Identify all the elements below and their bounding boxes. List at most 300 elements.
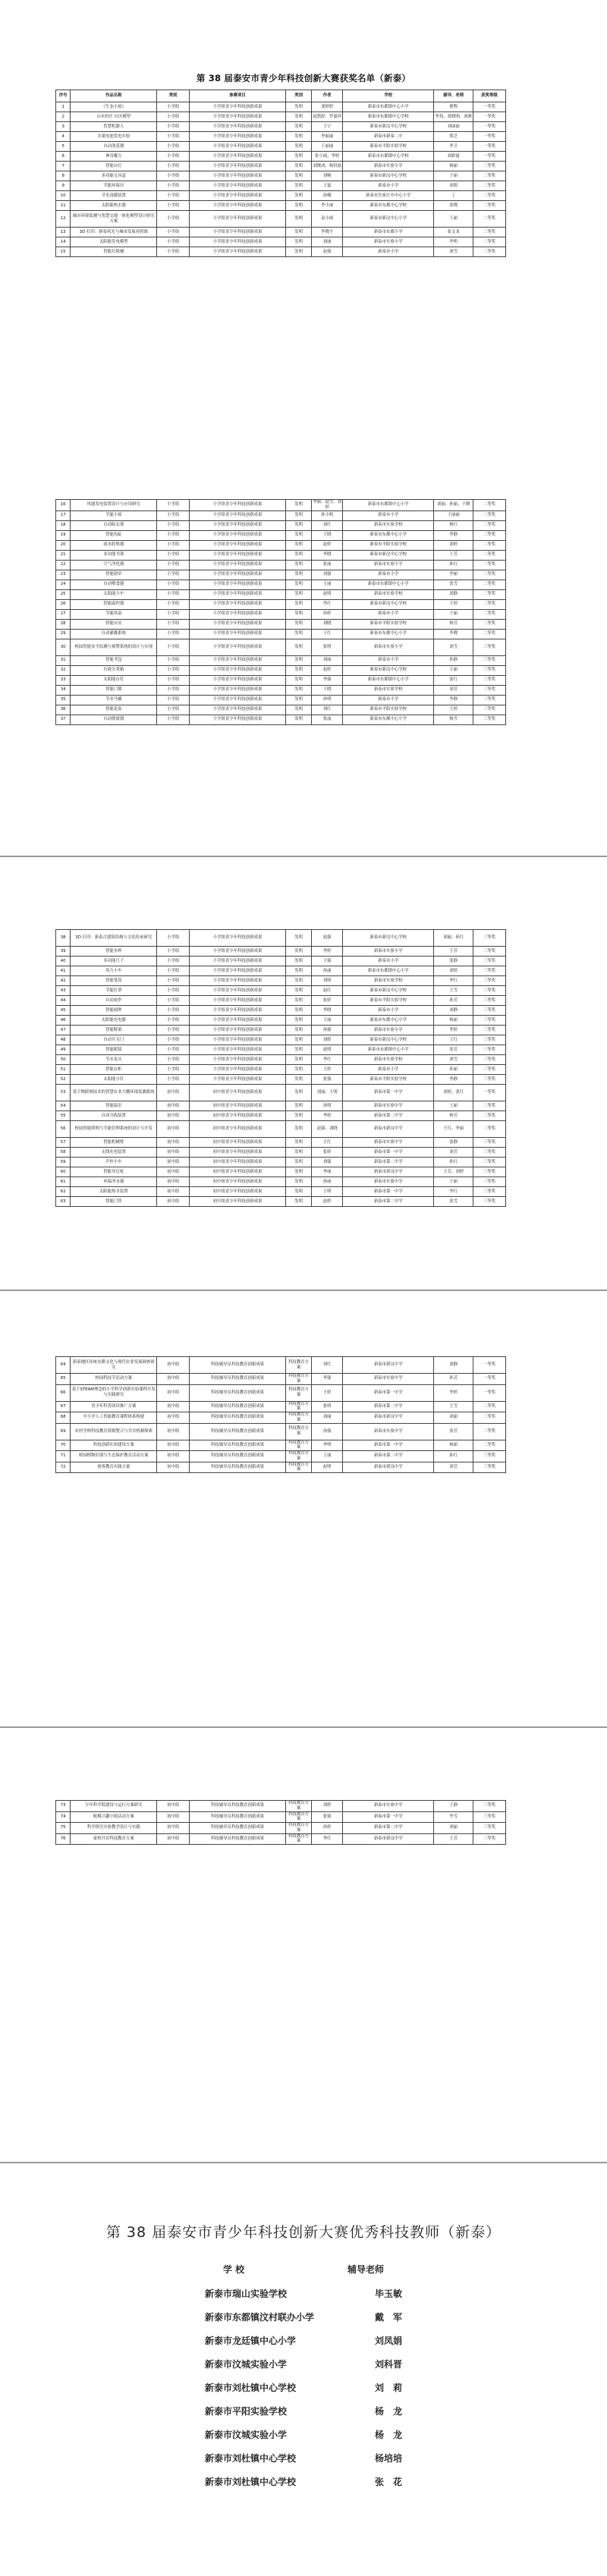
table-cell: 63 bbox=[56, 1197, 71, 1207]
table-cell: 刘丽、孙丽、于晓 bbox=[434, 500, 473, 511]
table-cell: 科技教育方案 bbox=[285, 1801, 311, 1812]
table-cell: 18 bbox=[56, 520, 71, 530]
table-cell: 小学组 bbox=[157, 237, 190, 247]
table-cell: 71 bbox=[56, 1451, 71, 1462]
table-cell: 小学组 bbox=[157, 957, 190, 966]
table-cell: 小学组青少年科技创新成果 bbox=[190, 171, 286, 181]
table-cell: 小学组青少年科技创新成果 bbox=[190, 1075, 286, 1085]
table-cell: 66 bbox=[56, 1384, 71, 1401]
table-cell: 42 bbox=[56, 976, 71, 986]
table-cell: 李强 bbox=[312, 675, 343, 685]
table-cell: 科技教育方案 bbox=[285, 1423, 311, 1440]
table-cell: 新泰市新汶中心学校 bbox=[343, 122, 434, 132]
table-row bbox=[56, 1357, 506, 1374]
table-cell: 小学组 bbox=[157, 530, 190, 540]
teacher-row bbox=[0, 2428, 607, 2452]
table-cell: 山水村庄 社区模型 bbox=[71, 112, 157, 122]
table-cell: 发明 bbox=[285, 629, 311, 639]
table-cell: 新泰市新泰二中 bbox=[343, 132, 434, 142]
table-cell: 小学组 bbox=[157, 589, 190, 599]
page-divider bbox=[0, 856, 607, 857]
table-cell: 发明 bbox=[285, 540, 311, 550]
table-row bbox=[56, 1148, 506, 1158]
table-cell: 38 bbox=[56, 930, 71, 947]
table-cell: 垃圾分类箱 bbox=[71, 665, 157, 675]
table-cell: 二等奖 bbox=[473, 619, 505, 629]
table-cell: 56 bbox=[56, 1121, 71, 1138]
table-cell: 41 bbox=[56, 966, 71, 976]
table-row bbox=[56, 1035, 506, 1045]
table-cell: 发明 bbox=[285, 957, 311, 966]
teacher-row bbox=[0, 2311, 607, 2334]
table-cell: 小学组 bbox=[157, 695, 190, 705]
table-cell: 张红 bbox=[434, 675, 473, 685]
table-cell: 初中组 bbox=[157, 1111, 190, 1121]
table-cell: 太阳能充电器 bbox=[71, 1016, 157, 1026]
table-cell: 三等奖 bbox=[473, 675, 505, 685]
table-cell: 37 bbox=[56, 715, 71, 724]
table-cell: 刘婷 bbox=[434, 540, 473, 550]
table-cell: 小学组青少年科技创新成果 bbox=[190, 132, 286, 142]
table-cell: 发明 bbox=[285, 1111, 311, 1121]
table-cell: 小学组青少年科技创新成果 bbox=[190, 142, 286, 152]
table-cell: 孙芳 bbox=[434, 996, 473, 1006]
table-cell: 智能台灯 bbox=[71, 162, 157, 171]
table-cell: 12 bbox=[56, 211, 71, 228]
table-cell: 智能导盲杖 bbox=[71, 1167, 157, 1177]
table-row bbox=[56, 1167, 506, 1177]
table-cell: 67 bbox=[56, 1401, 71, 1412]
table-cell: 太阳能热水装置 bbox=[71, 1187, 157, 1197]
table-cell: 发明 bbox=[285, 996, 311, 1006]
table-cell: 初中组 bbox=[157, 1138, 190, 1148]
table-cell: 新泰市小学 bbox=[343, 247, 434, 257]
table-cell: 发明 bbox=[285, 609, 311, 619]
table-cell: 家校共育科技教育方案 bbox=[71, 1833, 157, 1845]
table-cell: 刘明 bbox=[312, 976, 343, 986]
table-cell: 初中组青少年科技创新成果 bbox=[190, 1121, 286, 1138]
table-cell: 风能发电装置设计与应用研究 bbox=[71, 500, 157, 511]
table-cell: 新泰市新汶中心学校 bbox=[343, 599, 434, 609]
table-cell: 新泰市新汶中心学校 bbox=[343, 930, 434, 947]
table-cell: 二等奖 bbox=[473, 609, 505, 619]
table-cell: 三等奖 bbox=[473, 1148, 505, 1158]
table-cell: 三等奖 bbox=[473, 1045, 505, 1055]
table-cell: 64 bbox=[56, 1357, 71, 1374]
table-cell: 新泰市东都中心小学 bbox=[343, 629, 434, 639]
table-cell: 刘莉 bbox=[434, 181, 473, 191]
column-header: 获奖等级 bbox=[473, 90, 505, 102]
teacher-name: 张 花 bbox=[375, 2477, 403, 2487]
table-row bbox=[56, 1138, 506, 1148]
table-cell: 多功能文具盒 bbox=[71, 171, 157, 181]
table-cell: 三等奖 bbox=[473, 1811, 505, 1823]
table-cell: 一等奖 bbox=[473, 1085, 505, 1101]
table-cell: 19 bbox=[56, 530, 71, 540]
table-cell: 科技教育方案 bbox=[285, 1451, 311, 1462]
table-row bbox=[56, 191, 506, 201]
table-cell: 三等奖 bbox=[473, 685, 505, 695]
table-cell: 于丽 bbox=[434, 171, 473, 181]
table-cell: 新泰市第二中学 bbox=[343, 1158, 434, 1167]
award-table bbox=[55, 90, 506, 257]
table-cell: 新泰市东都中心学校 bbox=[343, 201, 434, 211]
table-cell: 孙芳 bbox=[434, 1374, 473, 1385]
table-row bbox=[56, 201, 506, 211]
table-cell: 小学组青少年科技创新成果 bbox=[190, 947, 286, 957]
table-cell: 新泰市东都镇中心小学 bbox=[343, 675, 434, 685]
table-row bbox=[56, 976, 506, 986]
table-cell: 李红 bbox=[434, 1187, 473, 1197]
table-cell: 发明 bbox=[285, 639, 311, 655]
table-cell: 杨雪 bbox=[434, 715, 473, 724]
page-title: 第 38 届泰安市青少年科技创新大赛获奖名单（新泰） bbox=[196, 73, 411, 83]
table-cell: 张明 bbox=[312, 1401, 343, 1412]
table-cell: 新泰市第一中学 bbox=[343, 1440, 434, 1451]
table-cell: 新泰市新汶中学 bbox=[343, 1121, 434, 1138]
table-cell: 小学组 bbox=[157, 550, 190, 560]
table-cell: 二等奖 bbox=[473, 1101, 505, 1111]
table-cell: 自动浇花器 bbox=[71, 142, 157, 152]
table-cell: 小学组青少年科技创新成果 bbox=[190, 112, 286, 122]
table-row bbox=[56, 1101, 506, 1111]
table-cell: 68 bbox=[56, 1412, 71, 1424]
teacher-name: 杨培培 bbox=[375, 2453, 403, 2464]
table-cell: 科技辅导员科技教育创新成果 bbox=[190, 1401, 286, 1412]
table-cell: 赵明 bbox=[312, 1045, 343, 1055]
table-cell: 二等奖 bbox=[473, 181, 505, 191]
table-cell: 发明 bbox=[285, 560, 311, 570]
table-cell: 新泰市新汶中心小学 bbox=[343, 211, 434, 228]
table-cell: 发明 bbox=[285, 705, 311, 715]
table-cell: 科技教育方案 bbox=[285, 1462, 311, 1473]
table-cell: 张文龙 bbox=[434, 228, 473, 237]
table-row bbox=[56, 1075, 506, 1085]
table-cell: 科技辅导员科技教育创新成果 bbox=[190, 1423, 286, 1440]
teacher-name: 刘 莉 bbox=[375, 2383, 403, 2393]
table-cell: 刘强 bbox=[312, 1158, 343, 1167]
table-cell: 二等奖 bbox=[473, 1401, 505, 1412]
table-cell: 小学组青少年科技创新成果 bbox=[190, 966, 286, 976]
table-cell: 新泰市东都中心小学 bbox=[343, 715, 434, 724]
table-cell: 李明 bbox=[312, 1440, 343, 1451]
table-cell: 发明 bbox=[285, 675, 311, 685]
table-cell: 张静 bbox=[434, 957, 473, 966]
table-row bbox=[56, 619, 506, 629]
table-cell: 二等奖 bbox=[473, 629, 505, 639]
table-row bbox=[56, 1374, 506, 1385]
table-cell: 空气净化器 bbox=[71, 560, 157, 570]
table-cell: 三等奖 bbox=[473, 715, 505, 724]
table-cell: 多功能书架 bbox=[71, 550, 157, 560]
table-cell: 76 bbox=[56, 1833, 71, 1845]
table-cell: 发明 bbox=[285, 619, 311, 629]
table-cell: 智能花盆 bbox=[71, 705, 157, 715]
table-cell: 风力小车 bbox=[71, 966, 157, 976]
table-cell: 三等奖 bbox=[473, 986, 505, 996]
table-cell: 小学组 bbox=[157, 1075, 190, 1085]
table-cell: 赵凯婷、罗嘉祥 bbox=[312, 112, 343, 122]
table-cell: 三等奖 bbox=[473, 1158, 505, 1167]
teacher-school: 新泰市东都镇汶村联办小学 bbox=[205, 2312, 315, 2323]
table-cell: 自动雨伞 bbox=[71, 996, 157, 1006]
table-cell: 科学探究实验教学设计与实践 bbox=[71, 1823, 157, 1834]
column-header: 类别 bbox=[157, 90, 190, 102]
table-cell: 新泰市实验中学 bbox=[343, 1423, 434, 1440]
table-cell: 新泰市平阳实验学校 bbox=[343, 142, 434, 152]
table-cell: 三等奖 bbox=[473, 1187, 505, 1197]
table-cell: 新泰市第二中学 bbox=[343, 1111, 434, 1121]
table-cell: 三等奖 bbox=[473, 1833, 505, 1845]
table-cell: 发明 bbox=[285, 191, 311, 201]
table-cell: 小学组 bbox=[157, 947, 190, 957]
table-cell: 发明 bbox=[285, 162, 311, 171]
table-cell: 三等奖 bbox=[473, 1055, 505, 1065]
table-cell: 8 bbox=[56, 171, 71, 181]
teacher-name: 毕玉敏 bbox=[375, 2289, 403, 2299]
table-cell: 小学组 bbox=[157, 629, 190, 639]
table-cell: 翟晖 bbox=[434, 102, 473, 112]
table-cell: 10 bbox=[56, 191, 71, 201]
table-cell: 小学组青少年科技创新成果 bbox=[190, 957, 286, 966]
table-row bbox=[56, 510, 506, 520]
table-cell: 王婷 bbox=[434, 705, 473, 715]
table-row bbox=[56, 1462, 506, 1473]
table-cell: 孙明 bbox=[312, 1101, 343, 1111]
table-cell: 三等奖 bbox=[473, 996, 505, 1006]
table-cell: 新泰市小学 bbox=[343, 510, 434, 520]
table-cell: 小学组青少年科技创新成果 bbox=[190, 530, 286, 540]
table-cell: 小学组青少年科技创新成果 bbox=[190, 191, 286, 201]
table-cell: 刘丽 bbox=[312, 655, 343, 665]
table-cell: 《生态小屋》 bbox=[71, 102, 157, 112]
table-cell: 科技教育方案 bbox=[285, 1401, 311, 1412]
table-cell: 王芳 bbox=[434, 550, 473, 560]
table-row bbox=[56, 132, 506, 142]
table-cell: 发明 bbox=[285, 1177, 311, 1187]
table-cell: 智能门锁 bbox=[71, 685, 157, 695]
table-cell: 智能窗帘 bbox=[71, 570, 157, 580]
table-cell: 小学组青少年科技创新成果 bbox=[190, 122, 286, 132]
table-cell: 初中组 bbox=[157, 1412, 190, 1424]
table-cell: 二等奖 bbox=[473, 570, 505, 580]
table-cell: 小学组 bbox=[157, 619, 190, 629]
table-cell: 王芳 bbox=[434, 947, 473, 957]
table-cell: 小学组青少年科技创新成果 bbox=[190, 619, 286, 629]
table-cell: 自动擦窗器 bbox=[71, 715, 157, 724]
table-row bbox=[56, 639, 506, 655]
table-row bbox=[56, 1006, 506, 1016]
table-cell: 小学组 bbox=[157, 171, 190, 181]
table-cell: 新泰市实验中学 bbox=[343, 1177, 434, 1187]
table-cell: 小学组青少年科技创新成果 bbox=[190, 665, 286, 675]
table-cell: 新泰市实验学校 bbox=[343, 685, 434, 695]
table-cell: 李丽 bbox=[312, 1167, 343, 1177]
table-cell: 王丽 bbox=[312, 1451, 343, 1462]
table-cell: 张强 bbox=[312, 1075, 343, 1085]
table-cell: 李丽、赵雪、刘婷 bbox=[313, 500, 342, 510]
table-cell: 小学组 bbox=[157, 665, 190, 675]
table-cell: 小学组青少年科技创新成果 bbox=[190, 715, 286, 724]
table-cell: 初中组青少年科技创新成果 bbox=[190, 1138, 286, 1148]
table-cell: 发明 bbox=[285, 715, 311, 724]
table-cell: 智能闹钟 bbox=[71, 1006, 157, 1016]
table-cell: 孙丽 bbox=[312, 1177, 343, 1187]
table-cell: 发明 bbox=[285, 142, 311, 152]
table-cell: 发明 bbox=[285, 152, 311, 162]
table-cell: 张芳 bbox=[434, 1423, 473, 1440]
teacher-school: 新泰市刘杜镇中心学校 bbox=[205, 2383, 297, 2393]
teacher-name: 刘科晋 bbox=[375, 2359, 403, 2370]
table-cell: 新泰市东都中心小学 bbox=[343, 1016, 434, 1026]
table-cell: 智能书包 bbox=[71, 655, 157, 665]
table-cell: 小学组 bbox=[157, 1026, 190, 1035]
table-cell: 69 bbox=[56, 1423, 71, 1440]
teacher-school: 新泰市瑞山实验学校 bbox=[205, 2289, 288, 2299]
table-row bbox=[56, 1158, 506, 1167]
table-cell: 新泰市第一中学 bbox=[343, 1187, 434, 1197]
table-cell: 发明 bbox=[285, 1167, 311, 1177]
table-cell: 发明 bbox=[285, 247, 311, 257]
award-table bbox=[55, 499, 506, 725]
table-cell: 新泰地区传统农耕文化与现代农业发展调查研究 bbox=[71, 1357, 157, 1374]
table-cell: 自动开关门 bbox=[71, 1035, 157, 1045]
table-row bbox=[56, 609, 506, 619]
table-row bbox=[56, 1451, 506, 1462]
table-cell: 发明 bbox=[285, 966, 311, 976]
table-cell: 多功能尺子 bbox=[71, 957, 157, 966]
table-cell: 23 bbox=[56, 570, 71, 580]
table-row bbox=[56, 685, 506, 695]
table-row bbox=[56, 211, 506, 228]
table-cell: 29 bbox=[56, 629, 71, 639]
teacher-name: 刘凤娟 bbox=[375, 2336, 403, 2346]
table-cell: 王丽丽 bbox=[312, 142, 343, 152]
table-cell: 科技教育方案 bbox=[285, 1374, 311, 1385]
table-cell: 科技教育方案 bbox=[285, 1811, 311, 1823]
table-cell: 发明 bbox=[285, 1148, 311, 1158]
table-cell: 小学组青少年科技创新成果 bbox=[190, 162, 286, 171]
table-row bbox=[56, 540, 506, 550]
teacher-school: 新泰市汶城实验小学 bbox=[205, 2430, 288, 2440]
table-cell: 小学组青少年科技创新成果 bbox=[190, 589, 286, 599]
table-cell: 小学组 bbox=[157, 580, 190, 589]
table-cell: 新泰市东都中心小学 bbox=[343, 530, 434, 540]
table-cell: 三等奖 bbox=[473, 1167, 505, 1177]
table-cell: 初中组青少年科技创新成果 bbox=[190, 1158, 286, 1167]
table-cell: 刘婷 bbox=[312, 1035, 343, 1045]
table-cell: 发明 bbox=[285, 122, 311, 132]
table-cell: 小学组青少年科技创新成果 bbox=[190, 560, 286, 570]
table-cell: 新泰市小学 bbox=[343, 957, 434, 966]
table-cell: 3D 打印：新泰风光与城市发展对照图 bbox=[71, 228, 157, 237]
table-cell: 初中组青少年科技创新成果 bbox=[190, 1197, 286, 1207]
table-row bbox=[56, 705, 506, 715]
table-cell: 刘静 bbox=[434, 1006, 473, 1016]
table-cell: 新泰市实验学校 bbox=[343, 589, 434, 599]
table-cell: 新泰市实验学校 bbox=[343, 1055, 434, 1065]
table-cell: 17 bbox=[56, 510, 71, 520]
table-cell: 小学组青少年科技创新成果 bbox=[190, 639, 286, 655]
table-cell: 李苑、黄晓明、刘燕 bbox=[434, 112, 473, 122]
table-cell: 小学组 bbox=[157, 510, 190, 520]
table-row bbox=[56, 520, 506, 530]
table-row bbox=[56, 237, 506, 247]
table-cell: 小学组 bbox=[157, 152, 190, 162]
table-cell: 刘丽 bbox=[434, 1412, 473, 1424]
table-cell: 小学组 bbox=[157, 715, 190, 724]
table-cell: 三等奖 bbox=[473, 665, 505, 675]
table-cell: 节水浇灌装置 bbox=[71, 191, 157, 201]
table-cell: 小学组 bbox=[157, 1006, 190, 1016]
table-cell: 14 bbox=[56, 237, 71, 247]
table-row bbox=[56, 162, 506, 171]
table-cell: 2 bbox=[56, 112, 71, 122]
table-cell: 城市环境监测与智慧交通一体化模型设计研究方案 bbox=[71, 211, 157, 228]
table-cell: 王晓 bbox=[312, 685, 343, 695]
table-cell: 发明 bbox=[285, 530, 311, 540]
table-row bbox=[56, 1811, 506, 1823]
table-cell: 小学组青少年科技创新成果 bbox=[190, 705, 286, 715]
table-cell: 33 bbox=[56, 675, 71, 685]
table-cell: 发明 bbox=[285, 1197, 311, 1207]
table-cell: 初中组 bbox=[157, 1374, 190, 1385]
table-cell: 雨水收集器 bbox=[71, 540, 157, 550]
table-cell: 孙静 bbox=[434, 655, 473, 665]
table-cell: 张雪 bbox=[434, 580, 473, 589]
table-cell: 新泰市小学 bbox=[343, 1006, 434, 1016]
table-cell: 小学组 bbox=[157, 705, 190, 715]
teacher-school: 新泰市平阳实验学校 bbox=[205, 2406, 288, 2417]
table-cell: 43 bbox=[56, 986, 71, 996]
table-cell: 孙婷 bbox=[312, 609, 343, 619]
table-cell: 一等奖 bbox=[473, 152, 505, 162]
table-cell: 新泰市第二中学 bbox=[343, 1401, 434, 1412]
table-cell: 小学组青少年科技创新成果 bbox=[190, 102, 286, 112]
table-row bbox=[56, 530, 506, 540]
table-cell: 王红 bbox=[312, 629, 343, 639]
table-cell: 新泰市新汶中学 bbox=[343, 1412, 434, 1424]
table-cell: 智能温室 bbox=[71, 1101, 157, 1111]
table-cell: 新泰市平阳实验学校 bbox=[343, 705, 434, 715]
table-cell: 刘晓 bbox=[312, 619, 343, 629]
table-cell: 小学组 bbox=[157, 1035, 190, 1045]
table-cell: 小学组青少年科技创新成果 bbox=[190, 152, 286, 162]
table-row bbox=[56, 1197, 506, 1207]
table-cell: 智能机械臂 bbox=[71, 1138, 157, 1148]
table-cell: 三等奖 bbox=[473, 1065, 505, 1075]
table-cell: 一等奖 bbox=[473, 102, 505, 112]
table-cell: 刘丽、王明 bbox=[312, 1085, 343, 1101]
table-cell: 青少年科普阅读推广方案 bbox=[71, 1401, 157, 1412]
table-cell: 刘红 bbox=[312, 520, 343, 530]
table-cell: 小学组青少年科技创新成果 bbox=[190, 520, 286, 530]
table-cell: 节能环保房 bbox=[71, 181, 157, 191]
table-cell: 发明 bbox=[285, 228, 311, 237]
table-cell: 小学组青少年科技创新成果 bbox=[190, 930, 286, 947]
table-cell: 发明 bbox=[285, 211, 311, 228]
table-cell: 小学组青少年科技创新成果 bbox=[190, 247, 286, 257]
table-cell: 刘雪 bbox=[434, 1055, 473, 1065]
table-cell: 二等奖 bbox=[473, 247, 505, 257]
table-cell: 孙强 bbox=[312, 1423, 343, 1440]
table-cell: 赵强 bbox=[312, 930, 343, 947]
table-cell: 初中组青少年科技创新成果 bbox=[190, 1148, 286, 1158]
table-cell: 张婷 bbox=[312, 1148, 343, 1158]
table-cell: 49 bbox=[56, 1045, 71, 1055]
table-row bbox=[56, 228, 506, 237]
award-table bbox=[55, 1356, 506, 1473]
